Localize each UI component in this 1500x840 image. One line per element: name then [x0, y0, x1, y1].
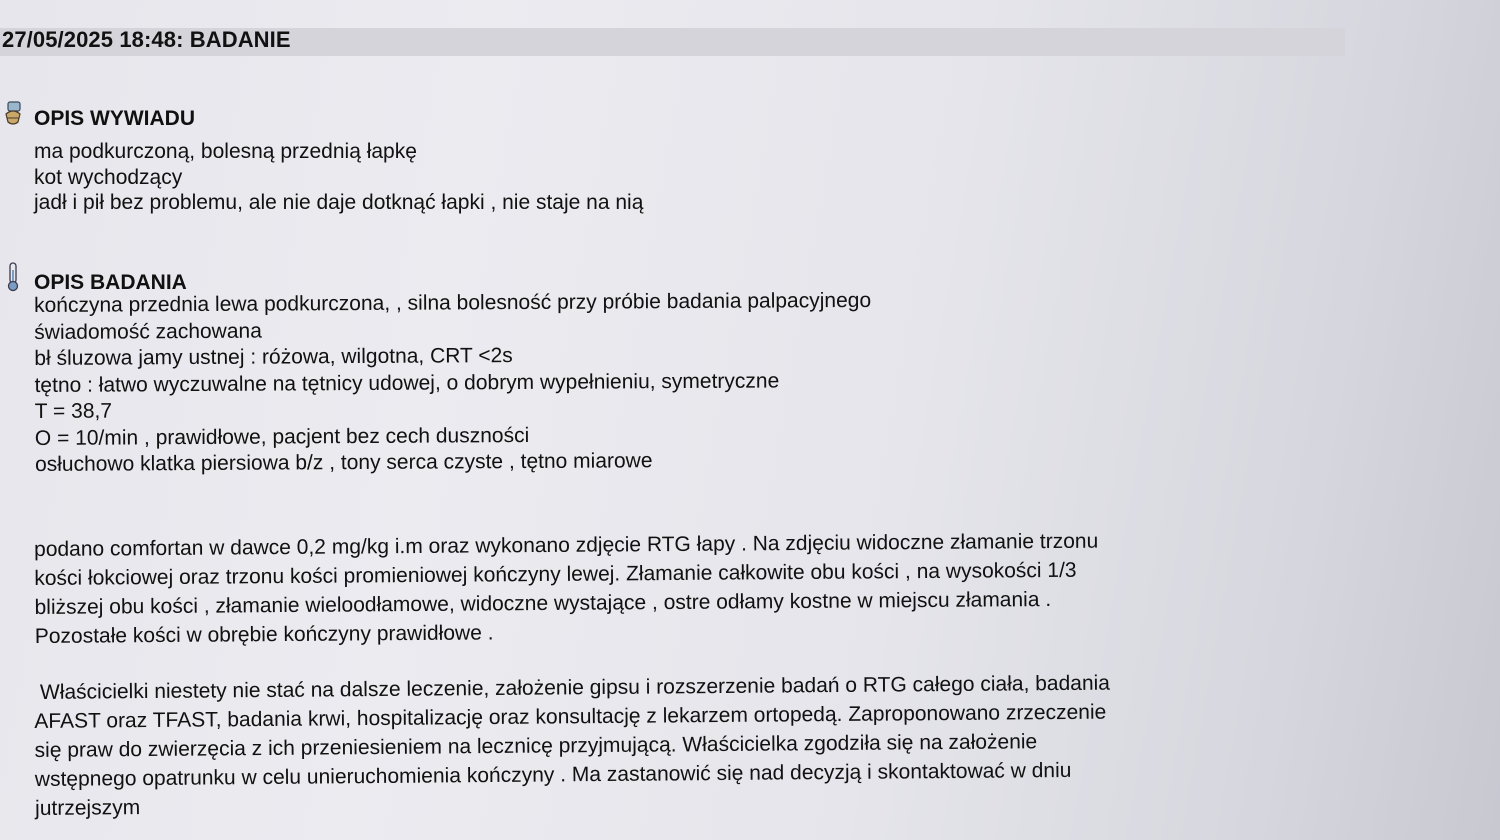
examination-line: osłuchowo klatka piersiowa b/z , tony serca czyste , tętno miarowe	[34, 449, 653, 476]
interview-lines	[34, 140, 643, 216]
examination-line: O = 10/min , prawidłowe, pacjent bez cech duszności	[34, 423, 530, 450]
owner-paragraph	[34, 671, 1111, 821]
paragraph-line: Właścicielki niestety nie stać na dalsze leczenie, założenie gipsu i rozszerzenie badań o RTG całego ciała, badania	[34, 671, 1111, 704]
paragraph-line: AFAST oraz TFAST, badania krwi, hospitalizację oraz konsultację z lekarzem ortopedą. Zaproponowano zrzeczenie	[34, 700, 1107, 733]
paragraph-line: wstępnego opatrunku w celu unieruchomienia kończyny . Ma zastanowić się nad decyzją i skontaktować w dniu	[34, 758, 1072, 791]
examination-line: T = 38,7	[34, 399, 113, 423]
examination-lines	[34, 289, 872, 478]
paragraph-line: się praw do zwierzęcia z ich przeniesieniem na lecznicę przyjmującą. Właścicielka zgodziła się na założenie	[34, 730, 1038, 762]
paragraph-line: kości łokciowej oraz trzonu kości promieniowej kończyny lewej. Złamanie całkowite obu kości , na wysokości 1/3	[34, 558, 1077, 590]
interview-line: ma podkurczoną, bolesną przednią łapkę	[34, 140, 417, 163]
examination-title: OPIS BADANIA	[34, 271, 187, 294]
thermometer-icon	[6, 262, 20, 297]
paragraph-line: podano comfortan w dawce 0,2 mg/kg i.m oraz wykonano zdjęcie RTG łapy . Na zdjęciu widoczne złamanie trzonu	[34, 529, 1099, 561]
examination-line: bł śluzowa jamy ustnej : różowa, wilgotna, CRT <2s	[34, 344, 513, 370]
notepad-icon	[2, 100, 24, 133]
interview-title: OPIS WYWIADU	[34, 107, 195, 130]
examination-line: świadomość zachowana	[34, 319, 262, 344]
examination-line: tętno : łatwo wyczuwalne na tętnicy udowej, o dobrym wypełnieniu, symetryczne	[34, 368, 780, 397]
interview-line: jadł i pił bez problemu, ale nie daje dotknąć łapki , nie staje na nią	[34, 191, 644, 214]
paragraph-line: jutrzejszym	[35, 796, 141, 820]
paragraph-line: bliższej obu kości , złamanie wieloodłamowe, widoczne wystające , ostre odłamy kostne w miejscu złamania .	[34, 588, 1052, 619]
examination-line: kończyna przednia lewa podkurczona, , silna bolesność przy próbie badania palpacyjnego	[34, 288, 872, 317]
record-header: 27/05/2025 18:48: BADANIE	[2, 27, 291, 52]
paragraph-line: Pozostałe kości w obrębie kończyny prawidłowe .	[34, 621, 494, 648]
treatment-paragraph	[34, 529, 1099, 649]
interview-line: kot wychodzący	[34, 165, 183, 189]
